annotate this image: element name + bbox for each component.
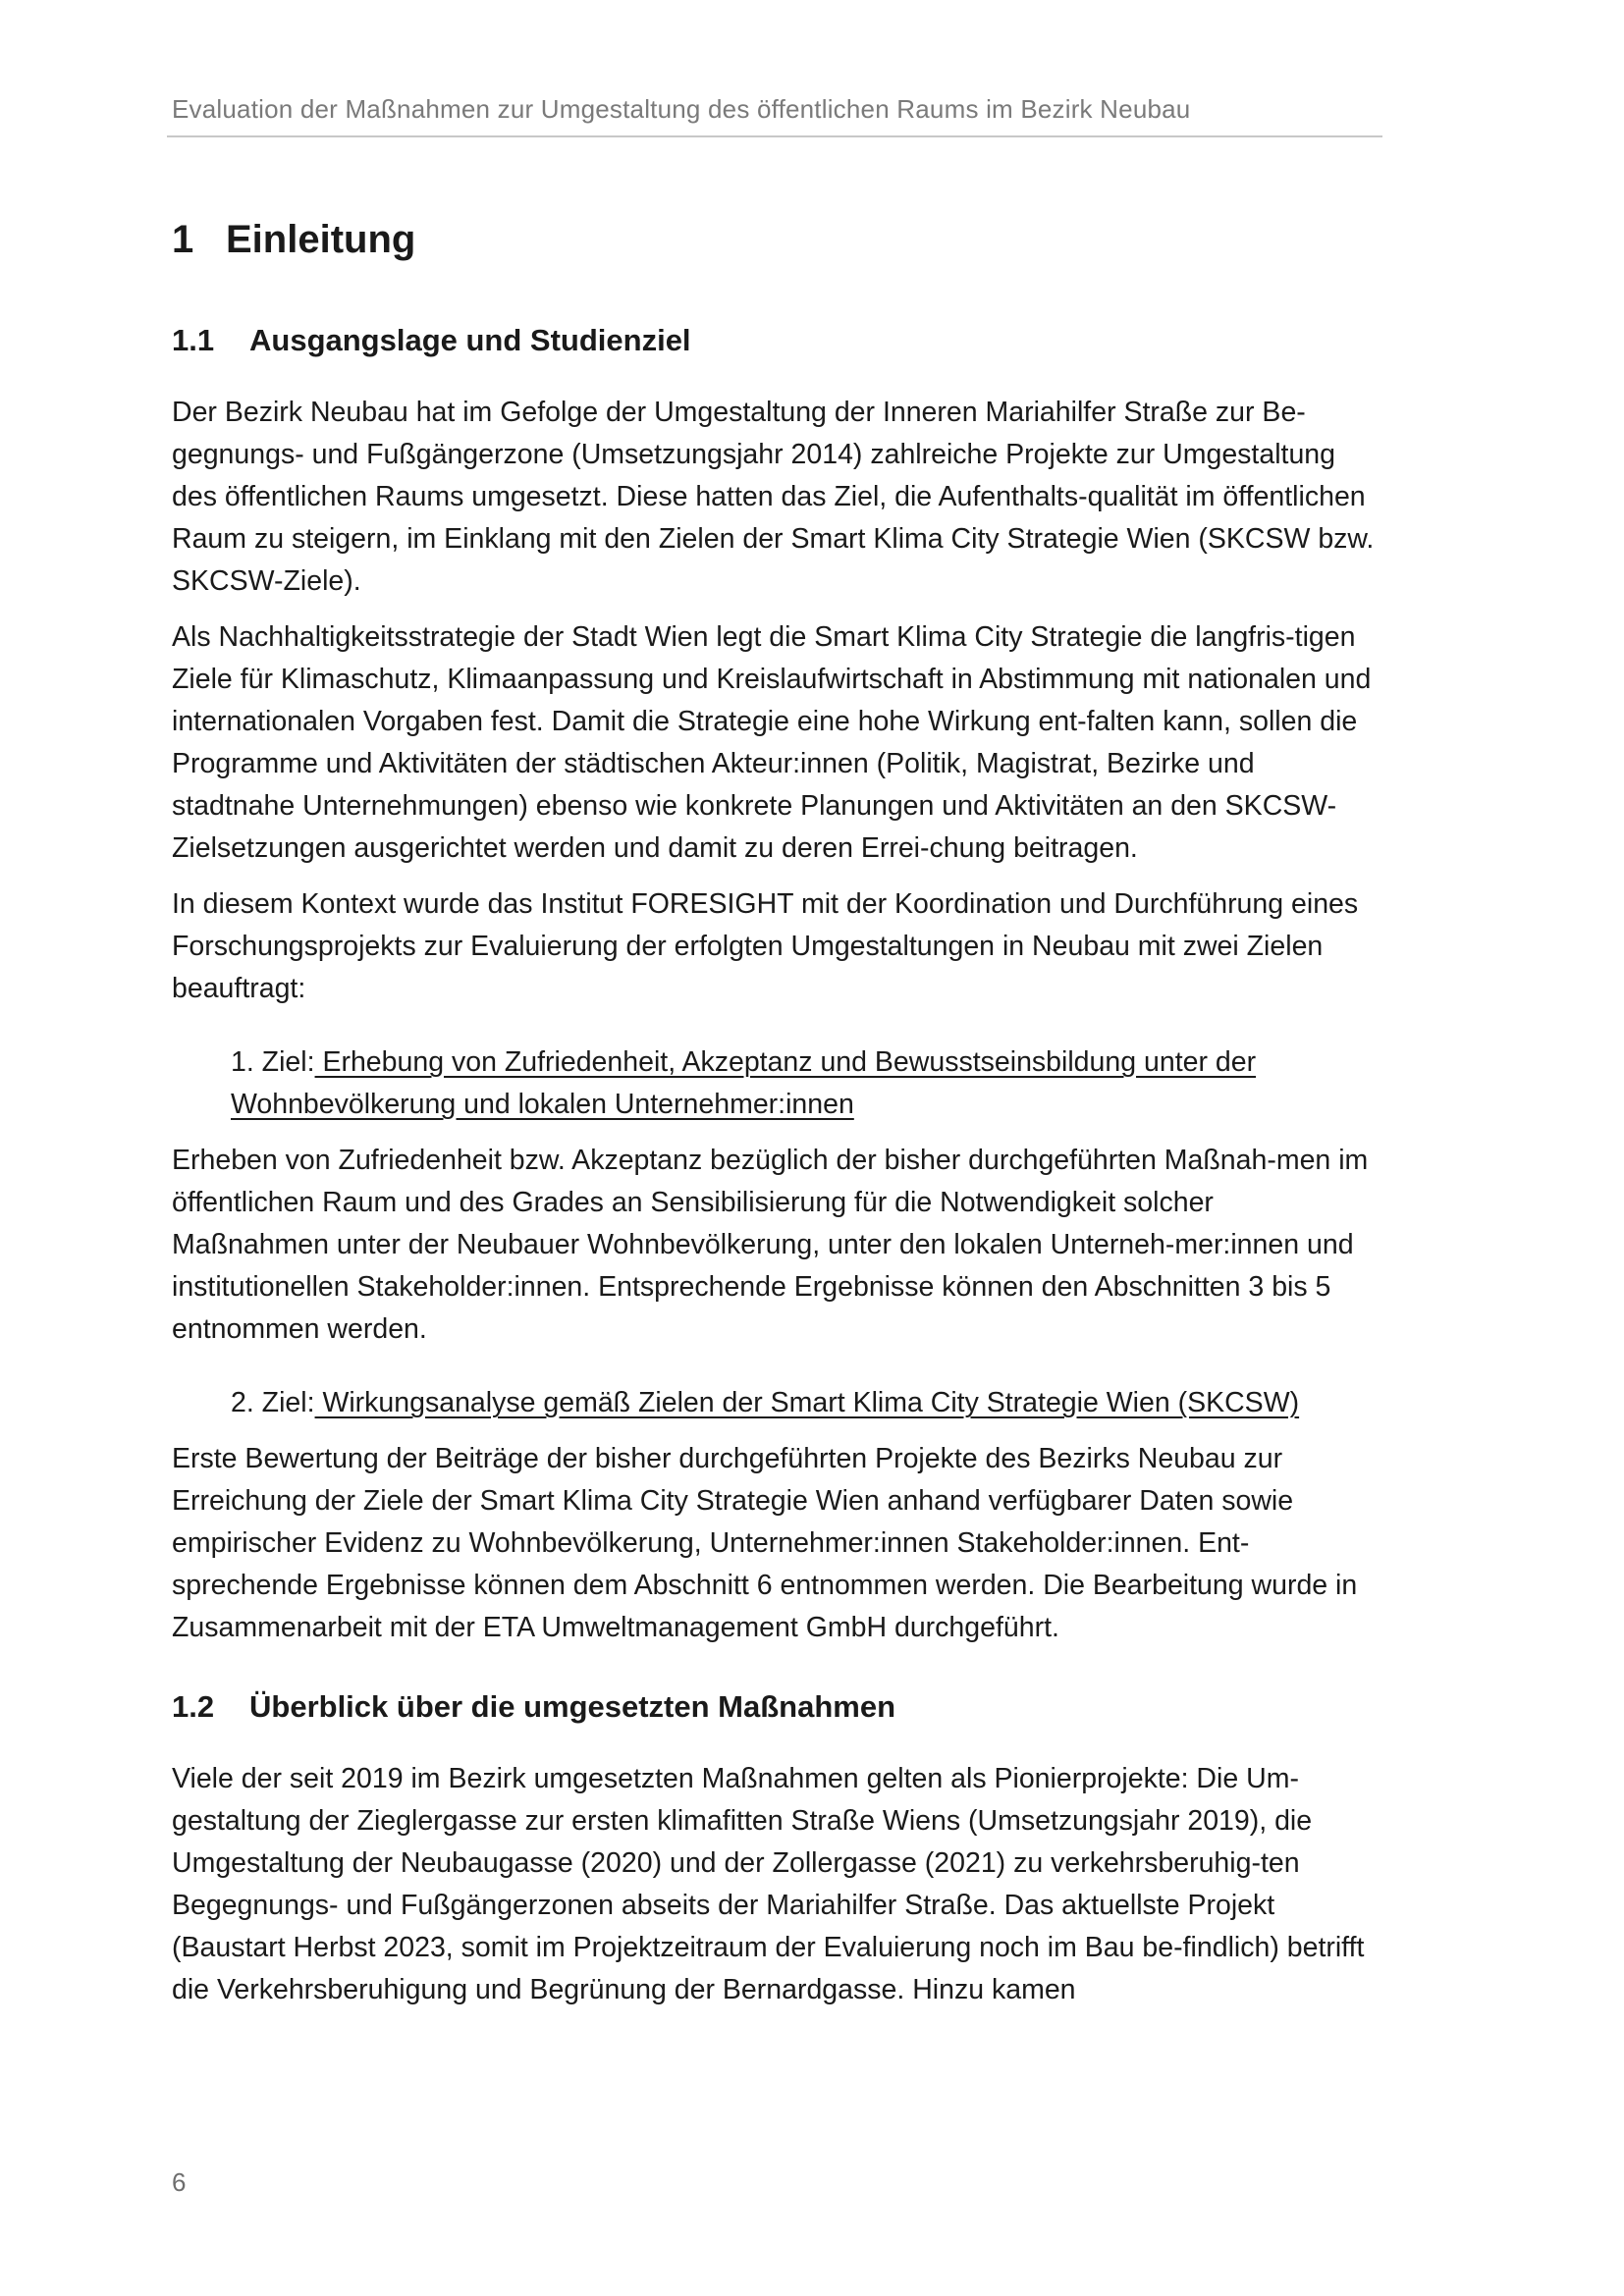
goal-1-heading	[231, 1041, 1375, 1126]
chapter-title: Einleitung	[226, 218, 416, 261]
section-title: Ausgangslage und Studienziel	[249, 323, 691, 357]
goal-2-heading	[231, 1382, 1375, 1424]
page-content	[172, 216, 1375, 2025]
goal-title: Wirkungsanalyse gemäß Zielen der Smart Klima City Strategie Wien (SKCSW)	[314, 1387, 1300, 1419]
paragraph: Viele der seit 2019 im Bezirk umgesetzten Maßnahmen gelten als Pionierprojekte: Die Um-gestaltung der Zieglergasse zur ersten klimafitten Straße Wiens (Umsetzungsjahr 2019), die Umgestaltung der Neubaugasse (2020) und der Zollergasse (2021) zu verkehrsberuhig-ten Begegnungs- und Fußgängerzonen abseits der Mariahilfer Straße. Das aktuellste Projekt (Baustart Herbst 2023, somit im Projektzeitraum der Evaluierung noch im Bau be-findlich) betrifft die Verkehrsberuhigung und Begrünung der Bernardgasse. Hinzu kamen	[172, 1763, 1365, 2006]
goal-1-description: Erheben von Zufriedenheit bzw. Akzeptanz bezüglich der bisher durchgeführten Maßnah-men im öffentlichen Raum und des Grades an Sensibilisierung für die Notwendigkeit solcher Maßnahmen unter der Neubauer Wohnbevölkerung, unter den lokalen Unterneh-mer:innen und institutionellen Stakeholder:innen. Entsprechende Ergebnisse können den Abschnitten 3 bis 5 entnommen werden.	[172, 1145, 1369, 1346]
section-title: Überblick über die umgesetzten Maßnahmen	[249, 1689, 896, 1725]
section-heading-1-2	[172, 1688, 1375, 1725]
section-heading-1-1	[172, 322, 1375, 358]
paragraph: In diesem Kontext wurde das Institut FORESIGHT mit der Koordination und Durchführung eines Forschungsprojekts zur Evaluierung der erfolgten Umgestaltungen in Neubau mit zwei Zielen beauftragt:	[172, 888, 1359, 1005]
goal-2-description: Erste Bewertung der Beiträge der bisher durchgeführten Projekte des Bezirks Neubau zur Erreichung der Ziele der Smart Klima City Strategie Wien anhand verfügbarer Daten sowie empirischer Evidenz zu Wohnbevölkerung, Unternehmer:innen Stakeholder:innen. Ent-sprechende Ergebnisse können dem Abschnitt 6 entnommen werden. Die Bearbeitung wurde in Zusammenarbeit mit der ETA Umweltmanagement GmbH durchgeführt.	[172, 1443, 1358, 1644]
goal-title: Erhebung von Zufriedenheit, Akzeptanz und Bewusstseinsbildung unter der Wohnbevölkerung und lokalen Unternehmer:innen	[231, 1046, 1257, 1121]
header-divider	[167, 135, 1382, 137]
goal-prefix: 1. Ziel:	[231, 1046, 315, 1079]
page-number: 6	[172, 2167, 187, 2197]
chapter-number: 1	[172, 218, 194, 261]
section-number: 1.1	[172, 323, 215, 357]
goal-prefix: 2. Ziel:	[231, 1387, 315, 1419]
section-number: 1.2	[172, 1689, 215, 1725]
paragraph: Der Bezirk Neubau hat im Gefolge der Umgestaltung der Inneren Mariahilfer Straße zur Be-gegnungs- und Fußgängerzone (Umsetzungsjahr 2014) zahlreiche Projekte zur Umgestaltung des öffentlichen Raums umgesetzt. Diese hatten das Ziel, die Aufenthalts-qualität im öffentlichen Raum zu steigern, im Einklang mit den Zielen der Smart Klima City Strategie Wien (SKCSW bzw. SKCSW-Ziele).	[172, 397, 1375, 598]
paragraph: Als Nachhaltigkeitsstrategie der Stadt Wien legt die Smart Klima City Strategie die langfris-tigen Ziele für Klimaschutz, Klimaanpassung und Kreislaufwirtschaft in Abstimmung mit nationalen und internationalen Vorgaben fest. Damit die Strategie eine hohe Wirkung ent-falten kann, sollen die Programme und Aktivitäten der städtischen Akteur:innen (Politik, Magistrat, Bezirke und stadtnahe Unternehmungen) ebenso wie konkrete Planungen und Aktivitäten an den SKCSW-Zielsetzungen ausgerichtet werden und damit zu deren Errei-chung beitragen.	[172, 621, 1372, 865]
running-header: Evaluation der Maßnahmen zur Umgestaltung des öffentlichen Raums im Bezirk Neubau	[172, 94, 1191, 124]
chapter-heading	[172, 216, 1375, 263]
